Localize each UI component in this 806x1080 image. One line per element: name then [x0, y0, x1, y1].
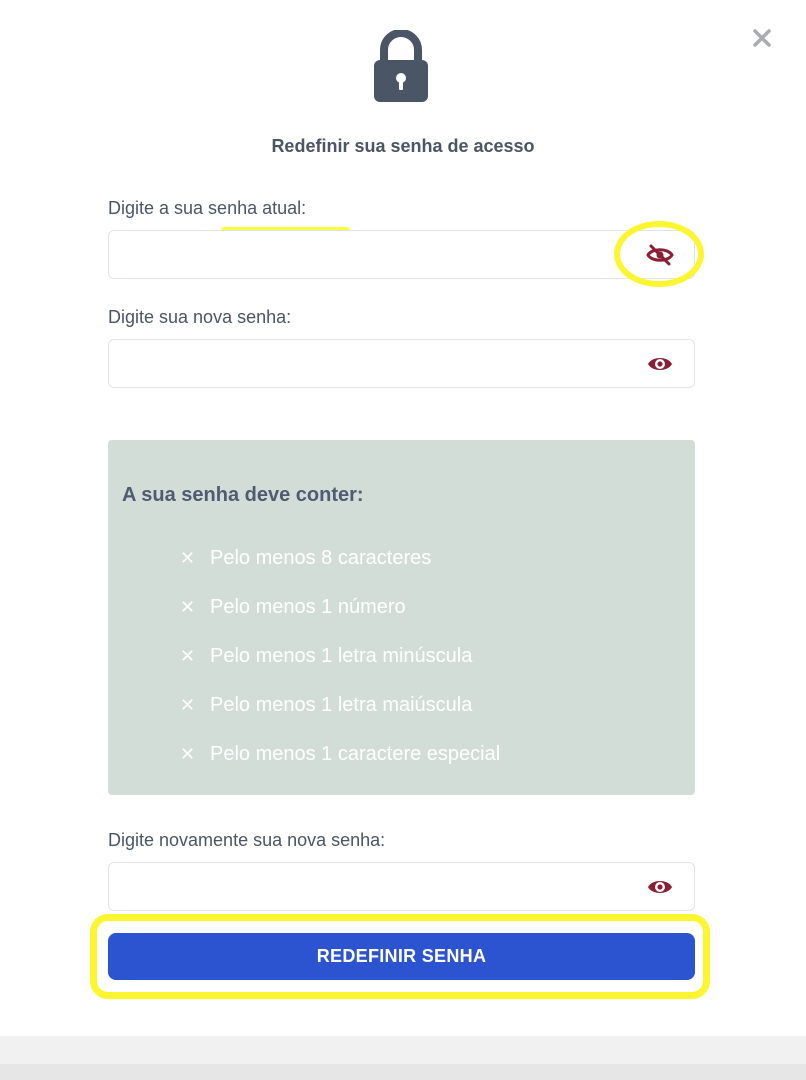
current-password-field[interactable] — [108, 230, 695, 279]
confirm-password-field[interactable] — [108, 862, 695, 911]
requirement-text: Pelo menos 8 caracteres — [210, 547, 432, 569]
requirements-list — [180, 534, 500, 779]
new-password-input[interactable] — [109, 340, 629, 387]
requirement-item — [180, 632, 500, 681]
requirement-text: Pelo menos 1 caractere especial — [210, 743, 501, 765]
x-icon: ✕ — [180, 744, 196, 764]
password-requirements-panel — [108, 440, 695, 795]
confirm-password-label: Digite novamente sua nova senha: — [108, 830, 386, 850]
page-title: Redefinir sua senha de acesso — [271, 136, 535, 156]
new-password-label: Digite sua nova senha: — [108, 307, 292, 327]
close-icon — [752, 28, 772, 48]
x-icon: ✕ — [180, 695, 196, 715]
eye-icon — [646, 353, 674, 375]
current-password-label: Digite a sua senha atual: — [108, 198, 307, 218]
requirement-item — [180, 534, 500, 583]
current-password-input[interactable] — [109, 231, 629, 278]
requirement-item — [180, 583, 500, 632]
confirm-password-input[interactable] — [109, 863, 629, 910]
eye-icon — [646, 876, 674, 898]
requirements-title: A sua senha deve conter: — [122, 484, 364, 506]
close-button[interactable] — [748, 24, 776, 52]
requirement-text: Pelo menos 1 letra minúscula — [210, 645, 473, 667]
requirement-text: Pelo menos 1 número — [210, 596, 406, 618]
lock-icon — [372, 30, 430, 104]
x-icon: ✕ — [180, 548, 196, 568]
requirement-item — [180, 681, 500, 730]
reset-password-button[interactable]: REDEFINIR SENHA — [108, 933, 695, 980]
toggle-visibility-confirm-button[interactable] — [646, 875, 674, 899]
new-password-field[interactable] — [108, 339, 695, 388]
footer-divider — [0, 1064, 806, 1080]
requirement-item — [180, 730, 500, 779]
x-icon: ✕ — [180, 597, 196, 617]
toggle-visibility-new-button[interactable] — [646, 352, 674, 376]
highlight-ring — [614, 221, 704, 287]
x-icon: ✕ — [180, 646, 196, 666]
footer-band — [0, 1036, 806, 1080]
requirement-text: Pelo menos 1 letra maiúscula — [210, 694, 473, 716]
